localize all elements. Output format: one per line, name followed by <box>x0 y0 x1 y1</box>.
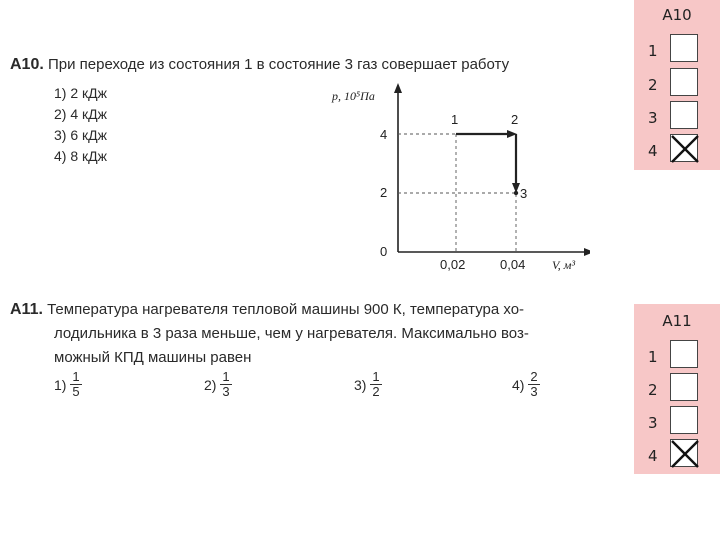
question-a10-stem: При переходе из состояния 1 в состояние 3 газ совершает работу <box>47 56 510 73</box>
a11-option-2-denominator: 3 <box>222 384 230 399</box>
a11-option-3-fraction <box>370 370 381 399</box>
a11-option-1-denominator: 5 <box>72 384 80 399</box>
a11-option-1-numerator: 1 <box>72 369 80 384</box>
a10-option-2: 2) 4 кДж <box>54 106 107 122</box>
point-1-label: 1 <box>451 112 459 127</box>
a10-answer-2-label: 2 <box>648 76 658 94</box>
x-axis-label: V, м³ <box>552 258 576 272</box>
question-a11-stem-1: Температура нагревателя тепловой машины 900 К, температура хо- <box>47 301 525 318</box>
check-cross-icon <box>671 440 699 468</box>
a11-option-3-denominator: 2 <box>372 384 380 399</box>
a11-answer-4-checkbox[interactable] <box>670 439 698 467</box>
a11-option-1-fraction <box>70 370 81 399</box>
a11-answer-1-label: 1 <box>648 348 658 366</box>
a11-option-2-num: 2) <box>204 376 217 393</box>
y-tick-2: 2 <box>380 185 388 200</box>
answer-panel-a10-title: A10 <box>662 6 692 24</box>
a11-option-4 <box>512 370 540 399</box>
a11-option-2-fraction <box>220 370 231 399</box>
x-tick-004: 0,04 <box>500 257 526 272</box>
a11-answer-3-label: 3 <box>648 414 658 432</box>
question-a10-id: A10. <box>10 56 44 73</box>
a11-option-1-num: 1) <box>54 376 67 393</box>
a11-answer-3-checkbox[interactable] <box>670 406 698 434</box>
pv-graph <box>330 80 590 280</box>
a11-option-4-denominator: 3 <box>530 384 538 399</box>
a10-answer-4-label: 4 <box>648 142 658 160</box>
answer-panel-a11-title: A11 <box>662 312 692 330</box>
x-axis-arrow <box>584 248 590 256</box>
point-3-marker <box>514 191 518 195</box>
a10-answer-4-checkbox[interactable] <box>670 134 698 162</box>
a11-option-4-numerator: 2 <box>530 369 538 384</box>
check-cross-icon <box>671 135 699 163</box>
question-a11-id: A11. <box>10 301 43 318</box>
question-a11-line2: лодильника в 3 раза меньше, чем у нагревателя. Максимально воз- <box>54 325 529 342</box>
a11-answer-1-checkbox[interactable] <box>670 340 698 368</box>
question-a11-text <box>10 298 529 370</box>
a11-option-1 <box>54 370 82 399</box>
a10-answer-2-checkbox[interactable] <box>670 68 698 96</box>
question-a10-text <box>10 56 509 74</box>
a10-option-1: 1) 2 кДж <box>54 85 107 101</box>
a11-option-2-numerator: 1 <box>222 369 230 384</box>
question-a11-line1 <box>10 298 529 322</box>
answer-panel-a11 <box>634 304 720 474</box>
a10-answer-1-label: 1 <box>648 42 658 60</box>
a10-option-4: 4) 8 кДж <box>54 148 107 164</box>
y-tick-0: 0 <box>380 244 388 259</box>
answer-panel-a10 <box>634 0 720 170</box>
a11-answer-2-checkbox[interactable] <box>670 373 698 401</box>
y-tick-4: 4 <box>380 127 388 142</box>
a11-answer-4-label: 4 <box>648 447 658 465</box>
a11-option-3-num: 3) <box>354 376 367 393</box>
question-a11-line3: можный КПД машины равен <box>54 349 252 366</box>
point-3-label: 3 <box>520 186 528 201</box>
a11-option-3 <box>354 370 382 399</box>
y-axis-arrow <box>394 83 402 93</box>
a11-option-3-numerator: 1 <box>372 369 380 384</box>
a11-option-4-fraction <box>528 370 539 399</box>
a10-answer-3-checkbox[interactable] <box>670 101 698 129</box>
a11-option-4-num: 4) <box>512 376 525 393</box>
a10-answer-3-label: 3 <box>648 109 658 127</box>
x-tick-002: 0,02 <box>440 257 466 272</box>
a10-option-3: 3) 6 кДж <box>54 127 107 143</box>
point-2-label: 2 <box>511 112 519 127</box>
y-axis-label: p, 10⁵Па <box>332 89 375 103</box>
a11-option-2 <box>204 370 232 399</box>
a10-answer-1-checkbox[interactable] <box>670 34 698 62</box>
a11-answer-2-label: 2 <box>648 381 658 399</box>
